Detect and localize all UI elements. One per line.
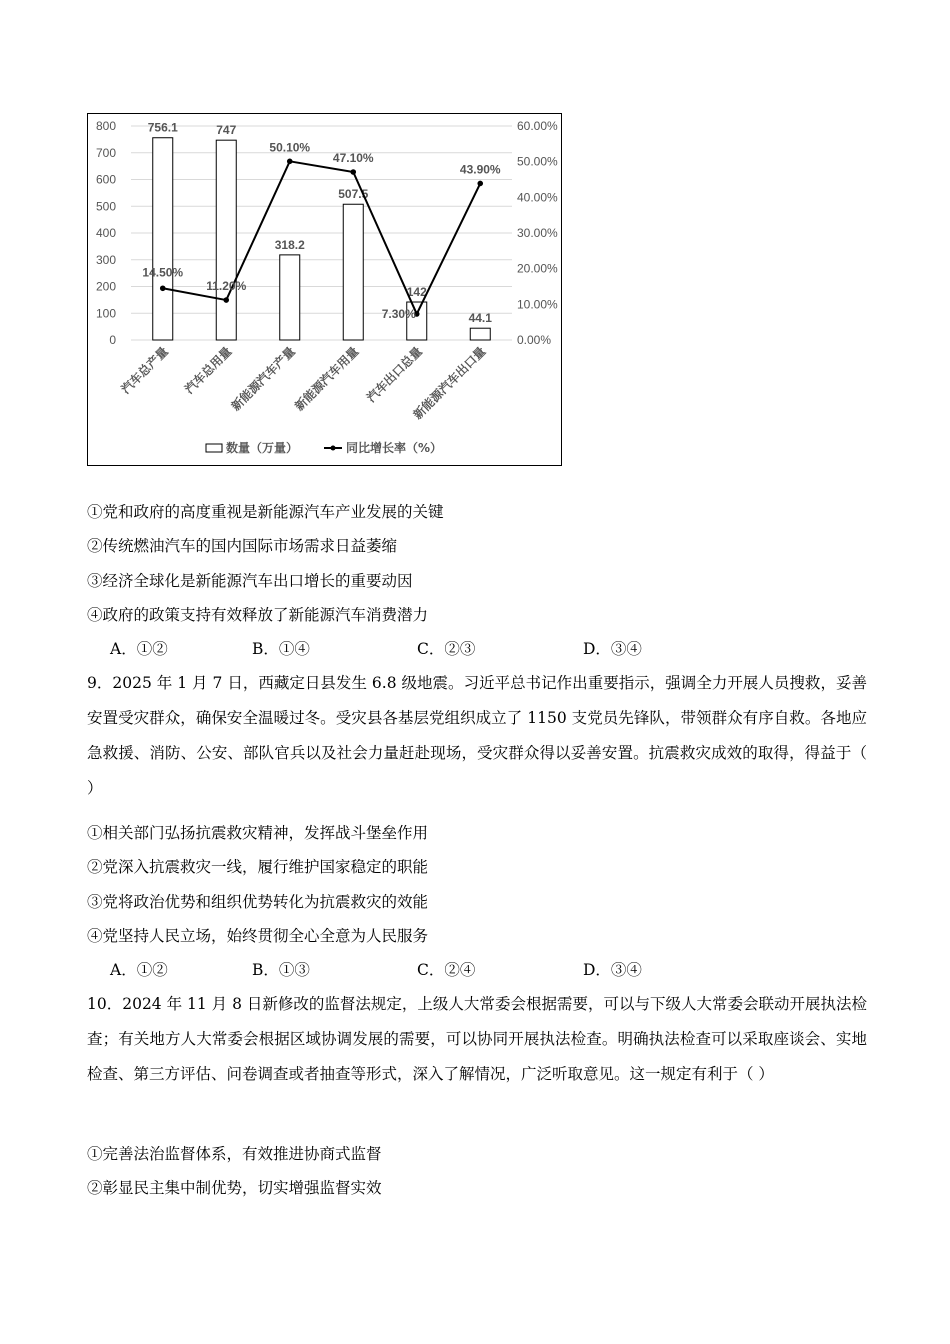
bar-data-label: 756.1 [147,120,178,135]
line-point [350,169,356,175]
q9-item-4: ④党坚持人民立场，始终贯彻全心全意为人民服务 [87,927,429,945]
line-data-label: 43.90% [459,162,501,177]
category-label: 汽车出口总量 [364,344,425,406]
category-label: 新能源汽车用量 [292,344,362,414]
bar-data-label: 318.2 [274,237,305,252]
bar [216,140,236,340]
q8-option-d[interactable]: D．③④ [583,640,642,658]
y-left-tick-label: 700 [95,145,116,160]
line-point [223,297,229,303]
bar-data-label: 747 [216,123,237,138]
bar [470,328,490,340]
combo-chart [88,114,563,467]
q8-item-2: ②传统燃油汽车的国内国际市场需求日益萎缩 [87,537,398,555]
y-left-tick-label: 400 [95,226,116,240]
legend-bar-label: 数量（万量） [226,441,299,455]
line-data-label: 14.50% [142,265,184,280]
bar-data-label: 44.1 [468,311,492,326]
q9-item-3: ③党将政治优势和组织优势转化为抗震救灾的效能 [87,893,429,911]
line-data-label: 7.30% [381,306,416,321]
category-label: 新能源汽车出口量 [410,344,489,423]
y-left-tick-label: 100 [95,306,116,321]
bar-data-label: 142 [406,285,427,300]
y-right-tick-label: 60.00% [517,119,558,133]
q10-item-1: ①完善法治监督体系，有效推进协商式监督 [87,1145,382,1163]
chart-container [87,113,562,466]
q8-option-c[interactable]: C．②③ [417,640,476,658]
line-point [160,285,166,291]
legend-line-marker [331,446,336,451]
legend-line-label: 同比增长率（%） [346,441,443,455]
y-left-tick-label: 500 [95,199,116,214]
q8-item-4: ④政府的政策支持有效释放了新能源汽车消费潜力 [87,606,429,624]
q9-option-a[interactable]: A．①② [110,961,168,979]
q9-item-2: ②党深入抗震救灾一线，履行维护国家稳定的职能 [87,858,429,876]
line-data-label: 11.20% [206,279,247,294]
y-left-tick-label: 800 [95,119,116,133]
bar [343,204,363,340]
q8-item-3: ③经济全球化是新能源汽车出口增长的重要动因 [87,572,413,590]
y-left-tick-label: 300 [95,252,116,267]
bar [280,255,300,340]
q9-item-1: ①相关部门弘扬抗震救灾精神，发挥战斗堡垒作用 [87,824,429,842]
category-label: 汽车总产量 [118,344,171,397]
y-right-tick-label: 10.00% [517,297,558,312]
y-right-tick-label: 20.00% [517,261,558,276]
q8-option-a[interactable]: A．①② [110,640,168,658]
q9-option-b[interactable]: B．①③ [252,961,310,979]
y-right-tick-label: 0.00% [517,333,552,347]
q9-option-c[interactable]: C．②④ [417,961,476,979]
y-left-tick-label: 200 [95,279,116,294]
line-point [477,181,483,187]
category-label: 新能源汽车产量 [228,344,298,414]
y-right-tick-label: 30.00% [517,226,558,240]
q9-option-d[interactable]: D．③④ [583,961,642,979]
q8-item-1: ①党和政府的高度重视是新能源汽车产业发展的关键 [87,503,444,521]
q10-stem: 10．2024 年 11 月 8 日新修改的监督法规定，上级人大常委会根据需要，可以与下级人大常委会联动开展执法检查；有关地方人大常委会根据区域协调发展的需要，可以协同开展执法检查。明确执法检查可以采取座谈会、实地检查、第三方评估、问卷调查或者抽查等形式，深入了解情况，广泛听取意见。这一规定有利于（ ） [87,995,867,1083]
y-right-tick-label: 40.00% [517,190,558,205]
line-data-label: 47.10% [332,151,374,166]
y-left-tick-label: 0 [109,333,116,347]
q10-item-2: ②彰显民主集中制优势，切实增强监督实效 [87,1179,382,1197]
y-right-tick-label: 50.00% [517,154,558,169]
category-label: 汽车总用量 [182,344,235,397]
q8-option-b[interactable]: B．①④ [252,640,310,658]
y-left-tick-label: 600 [95,172,116,187]
legend-bar-swatch [206,444,222,452]
bar [153,138,173,340]
q9-stem: 9．2025 年 1 月 7 日，西藏定日县发生 6.8 级地震。习近平总书记作出重要指示，强调全力开展人员搜救，妥善安置受灾群众，确保安全温暖过冬。受灾县各基层党组织成立了 1150 支党员先锋队，带领群众有序自救。各地应急救援、消防、公安、部队官兵以及社会力量赶赴现场，受灾群众得以妥善安置。抗震救灾成效的取得，得益于（ ） [87,674,867,797]
bar-data-label: 507.5 [338,187,369,202]
line-data-label: 50.10% [269,140,311,155]
line-point [287,159,293,165]
